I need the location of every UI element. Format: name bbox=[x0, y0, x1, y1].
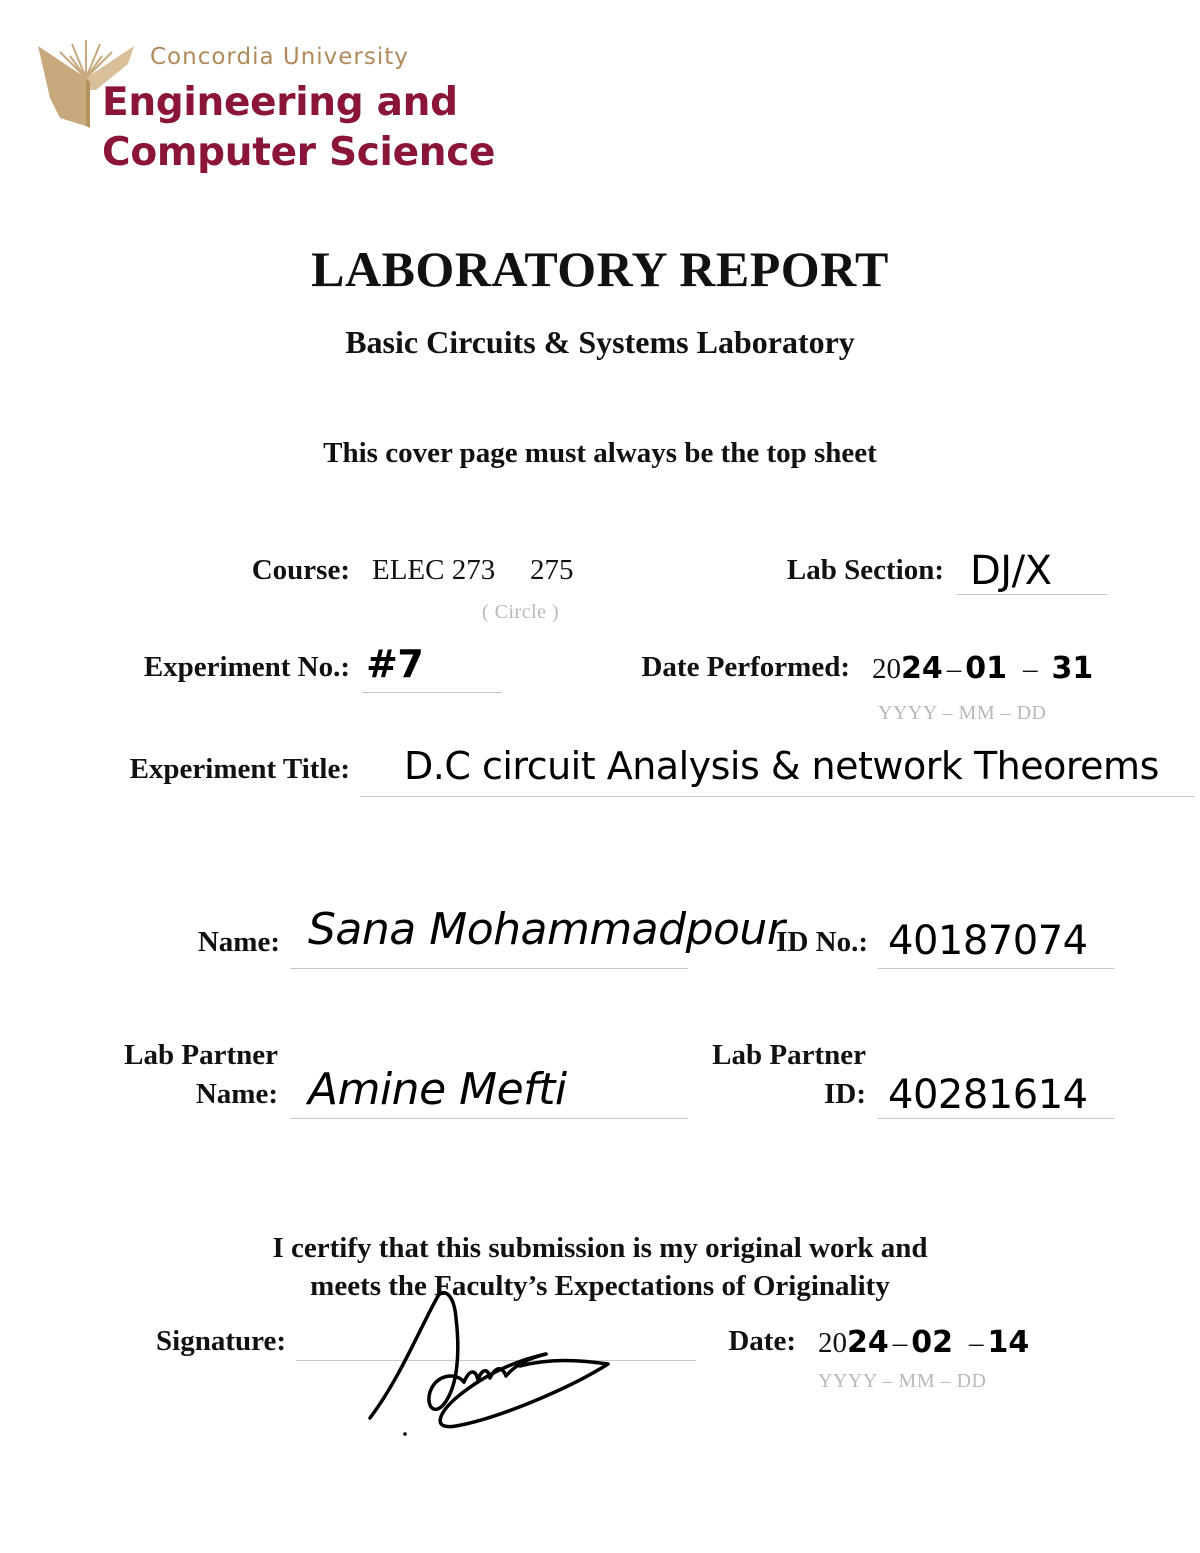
name-line bbox=[290, 968, 688, 969]
name-label: Name: bbox=[197, 926, 280, 958]
date-performed-dash-1: – bbox=[946, 653, 962, 685]
date-performed-month: 01 bbox=[965, 651, 1007, 686]
certification-date-year-suffix: 24 bbox=[847, 1325, 889, 1360]
experiment-no-value[interactable]: #7 bbox=[366, 642, 424, 686]
signature-label: Signature: bbox=[156, 1325, 286, 1357]
lab-section-value[interactable]: DJ/X bbox=[970, 548, 1052, 594]
partner-id-label-line-2: ID: bbox=[824, 1078, 866, 1110]
certification-line-1: I certify that this submission is my original work and bbox=[272, 1232, 928, 1264]
id-no-label: ID No.: bbox=[776, 926, 868, 958]
date-performed-year-prefix: 20 bbox=[872, 653, 901, 685]
partner-name-label-line-1: Lab Partner bbox=[124, 1039, 278, 1071]
partner-id-line bbox=[878, 1118, 1114, 1119]
course-label: Course: bbox=[251, 554, 350, 586]
certification-date-month: 02 bbox=[911, 1325, 953, 1360]
partner-name-value[interactable]: Amine Mefti bbox=[308, 1064, 567, 1115]
certification-date-value[interactable] bbox=[818, 1325, 1029, 1360]
faculty-line-1: Engineering and bbox=[102, 80, 458, 125]
certification-date-label: Date: bbox=[728, 1325, 796, 1357]
id-no-line bbox=[878, 968, 1114, 969]
experiment-title-label: Experiment Title: bbox=[129, 753, 350, 785]
date-performed-year-suffix: 24 bbox=[901, 651, 943, 686]
course-option-275[interactable]: 275 bbox=[530, 554, 574, 586]
university-name: Concordia University bbox=[150, 44, 409, 70]
page-subtitle: Basic Circuits & Systems Laboratory bbox=[345, 324, 855, 360]
course-option-273[interactable]: ELEC 273 bbox=[372, 554, 496, 586]
experiment-title-line bbox=[360, 796, 1194, 797]
course-circle-hint: ( Circle ) bbox=[482, 601, 560, 623]
certification-date-dash-1: – bbox=[892, 1327, 908, 1359]
partner-name-line bbox=[290, 1118, 688, 1119]
lab-section-label: Lab Section: bbox=[786, 554, 944, 586]
date-performed-dash-2: – bbox=[1023, 653, 1038, 685]
date-performed-value[interactable] bbox=[872, 651, 1093, 686]
date-performed-format-hint: YYYY – MM – DD bbox=[878, 702, 1047, 724]
certification-date-dash-2: – bbox=[969, 1327, 984, 1359]
experiment-no-label: Experiment No.: bbox=[143, 651, 350, 683]
handwritten-signature[interactable] bbox=[360, 1288, 620, 1440]
experiment-no-line bbox=[362, 692, 502, 693]
partner-id-label-line-1: Lab Partner bbox=[712, 1039, 866, 1071]
cover-page-note: This cover page must always be the top sheet bbox=[323, 437, 877, 469]
experiment-title-value[interactable]: D.C circuit Analysis & network Theorems bbox=[404, 744, 1159, 788]
id-no-value[interactable]: 40187074 bbox=[888, 918, 1088, 964]
date-performed-label: Date Performed: bbox=[641, 651, 850, 683]
partner-name-label-line-2: Name: bbox=[195, 1078, 278, 1110]
lab-section-line bbox=[956, 594, 1108, 595]
partner-id-label bbox=[660, 1036, 866, 1114]
partner-id-value[interactable]: 40281614 bbox=[888, 1072, 1088, 1118]
partner-name-label bbox=[60, 1036, 278, 1114]
certification-date-format-hint: YYYY – MM – DD bbox=[818, 1370, 987, 1392]
page-title: LABORATORY REPORT bbox=[311, 241, 889, 297]
certification-line-2: meets the Faculty’s Expectations of Originality bbox=[310, 1270, 890, 1302]
faculty-line-2: Computer Science bbox=[102, 130, 496, 175]
faculty-name bbox=[102, 78, 495, 178]
name-value[interactable]: Sana Mohammadpour bbox=[308, 904, 785, 955]
certification-date-day: 14 bbox=[987, 1325, 1030, 1360]
certification-date-year-prefix: 20 bbox=[818, 1327, 847, 1359]
date-performed-day: 31 bbox=[1051, 651, 1094, 686]
